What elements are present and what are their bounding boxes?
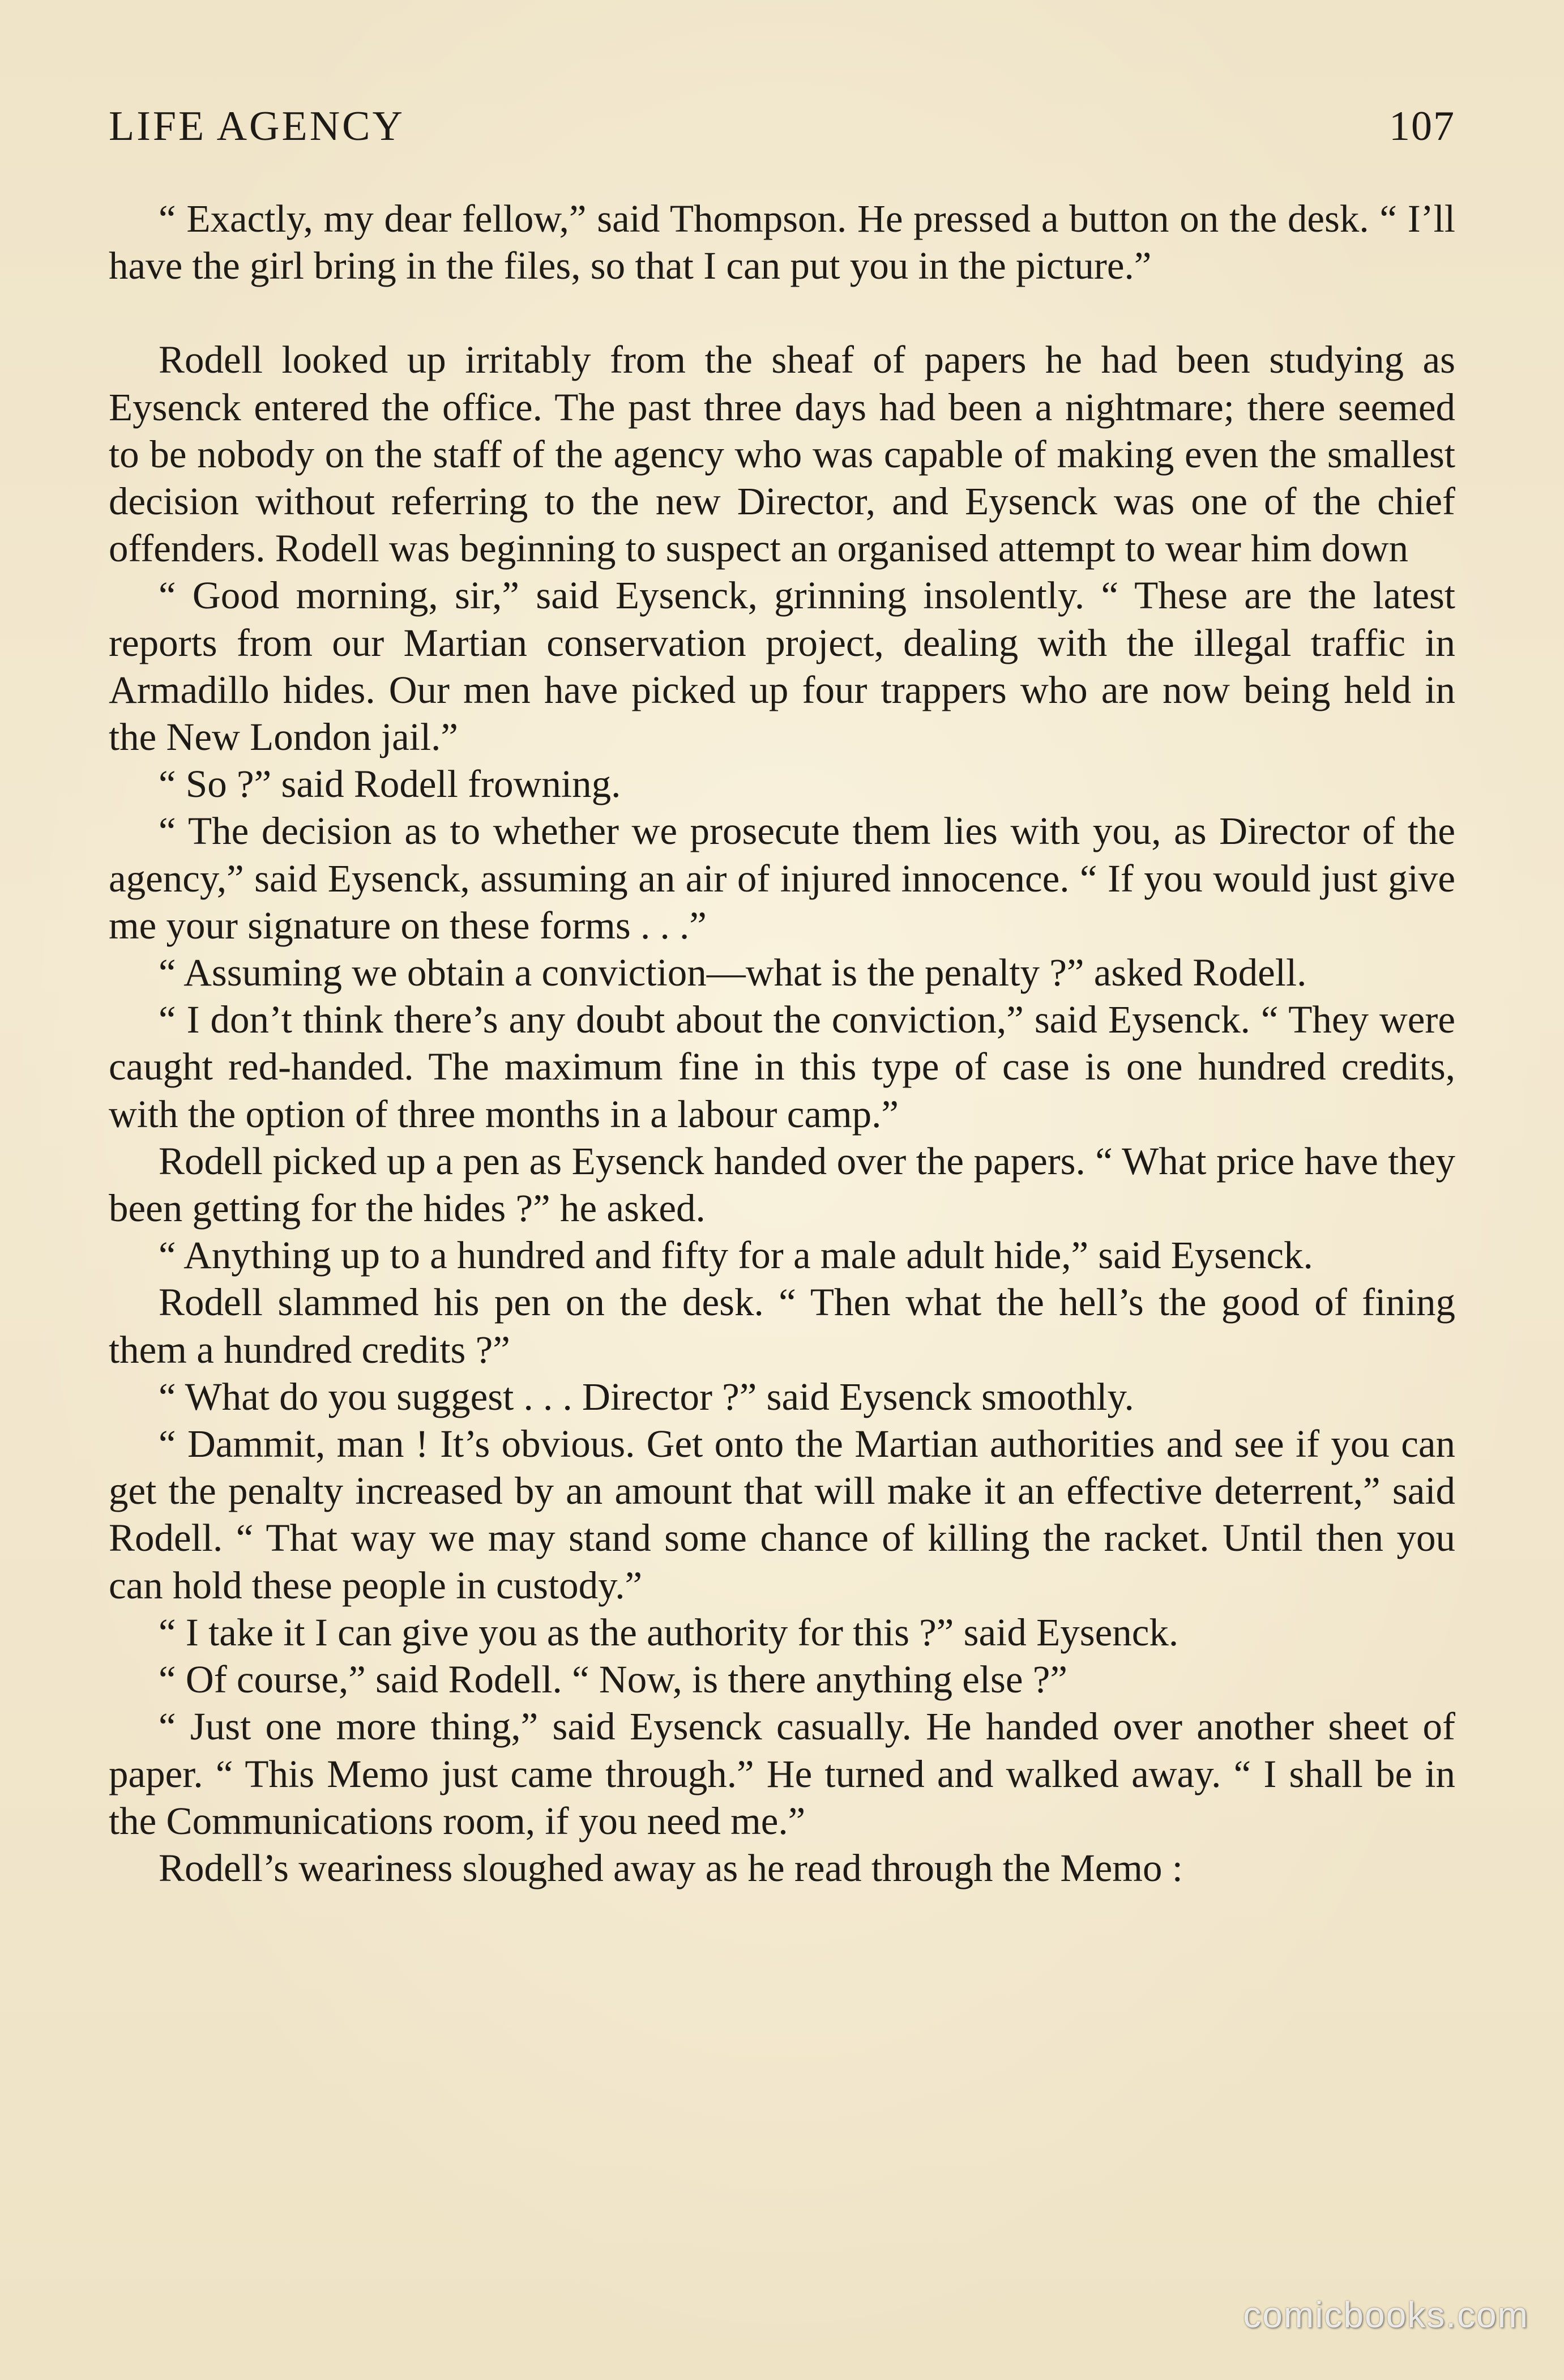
paragraph: Rodell picked up a pen as Eysenck handed over the papers. “ What price have they been getting for the hides ?” he asked. — [109, 1139, 1455, 1230]
paragraph: “ Assuming we obtain a conviction—what is the penalty ?” asked Rodell. — [159, 951, 1307, 995]
paragraph: “ Good morning, sir,” said Eysenck, grinning insolently. “ These are the latest reports from our Martian conservation project, dealing with the illegal traffic in Armadillo hides. Our men have picked up four trappers who are now being held in the New London jail.” — [109, 574, 1455, 759]
paragraph: “ Exactly, my dear fellow,” said Thompson. He pressed a button on the desk. “ I’ll have the girl bring in the files, so that I can put you in the picture.” — [109, 197, 1455, 288]
paragraph: “ Anything up to a hundred and fifty for a male adult hide,” said Eysenck. — [159, 1234, 1313, 1277]
page-header — [109, 95, 1455, 157]
paragraph: “ I don’t think there’s any doubt about the conviction,” said Eysenck. “ They were caught red-handed. The maximum fine in this type of case is one hundred credits, with the option of three months in a labour camp.” — [109, 998, 1455, 1136]
paragraph: “ What do you suggest . . . Director ?” said Eysenck smoothly. — [159, 1375, 1134, 1418]
paragraph: “ I take it I can give you as the authority for this ?” said Eysenck. — [159, 1610, 1179, 1654]
paragraph: “ Dammit, man ! It’s obvious. Get onto the Martian authorities and see if you can get the penalty increased by an amount that will make it an effective deterrent,” said Rodell. “ That way we may stand some chance of killing the racket. Until then you can hold these people in custody.” — [109, 1422, 1455, 1607]
paragraph: “ Just one more thing,” said Eysenck casually. He handed over another sheet of paper. “ This Memo just came through.” He turned and walked away. “ I shall be in the Communications room, if you need me.” — [109, 1705, 1455, 1842]
section-break — [109, 289, 1455, 336]
watermark: comicbooks.com — [1243, 2294, 1529, 2335]
running-head: LIFE AGENCY — [109, 103, 405, 150]
paragraph: Rodell looked up irritably from the sheaf of papers he had been studying as Eysenck entered the office. The past three days had been a nightmare; there seemed to be nobody on the staff of the agency who was capable of making even the smallest decision without referring to the new Director, and Eysenck was one of the chief offenders. Rodell was beginning to suspect an organised attempt to wear him down — [109, 338, 1455, 570]
paragraph: “ So ?” said Rodell frowning. — [159, 762, 621, 806]
paragraph: “ Of course,” said Rodell. “ Now, is there anything else ?” — [159, 1658, 1067, 1701]
body-text — [109, 195, 1455, 1892]
paragraph: Rodell’s weariness sloughed away as he read through the Memo : — [159, 1846, 1183, 1890]
paragraph: “ The decision as to whether we prosecute them lies with you, as Director of the agency,” said Eysenck, assuming an air of injured innocence. “ If you would just give me your signature on these forms . . .” — [109, 809, 1455, 947]
page-number: 107 — [1389, 103, 1455, 150]
paragraph: Rodell slammed his pen on the desk. “ Then what the hell’s the good of fining them a hundred credits ?” — [109, 1281, 1455, 1371]
